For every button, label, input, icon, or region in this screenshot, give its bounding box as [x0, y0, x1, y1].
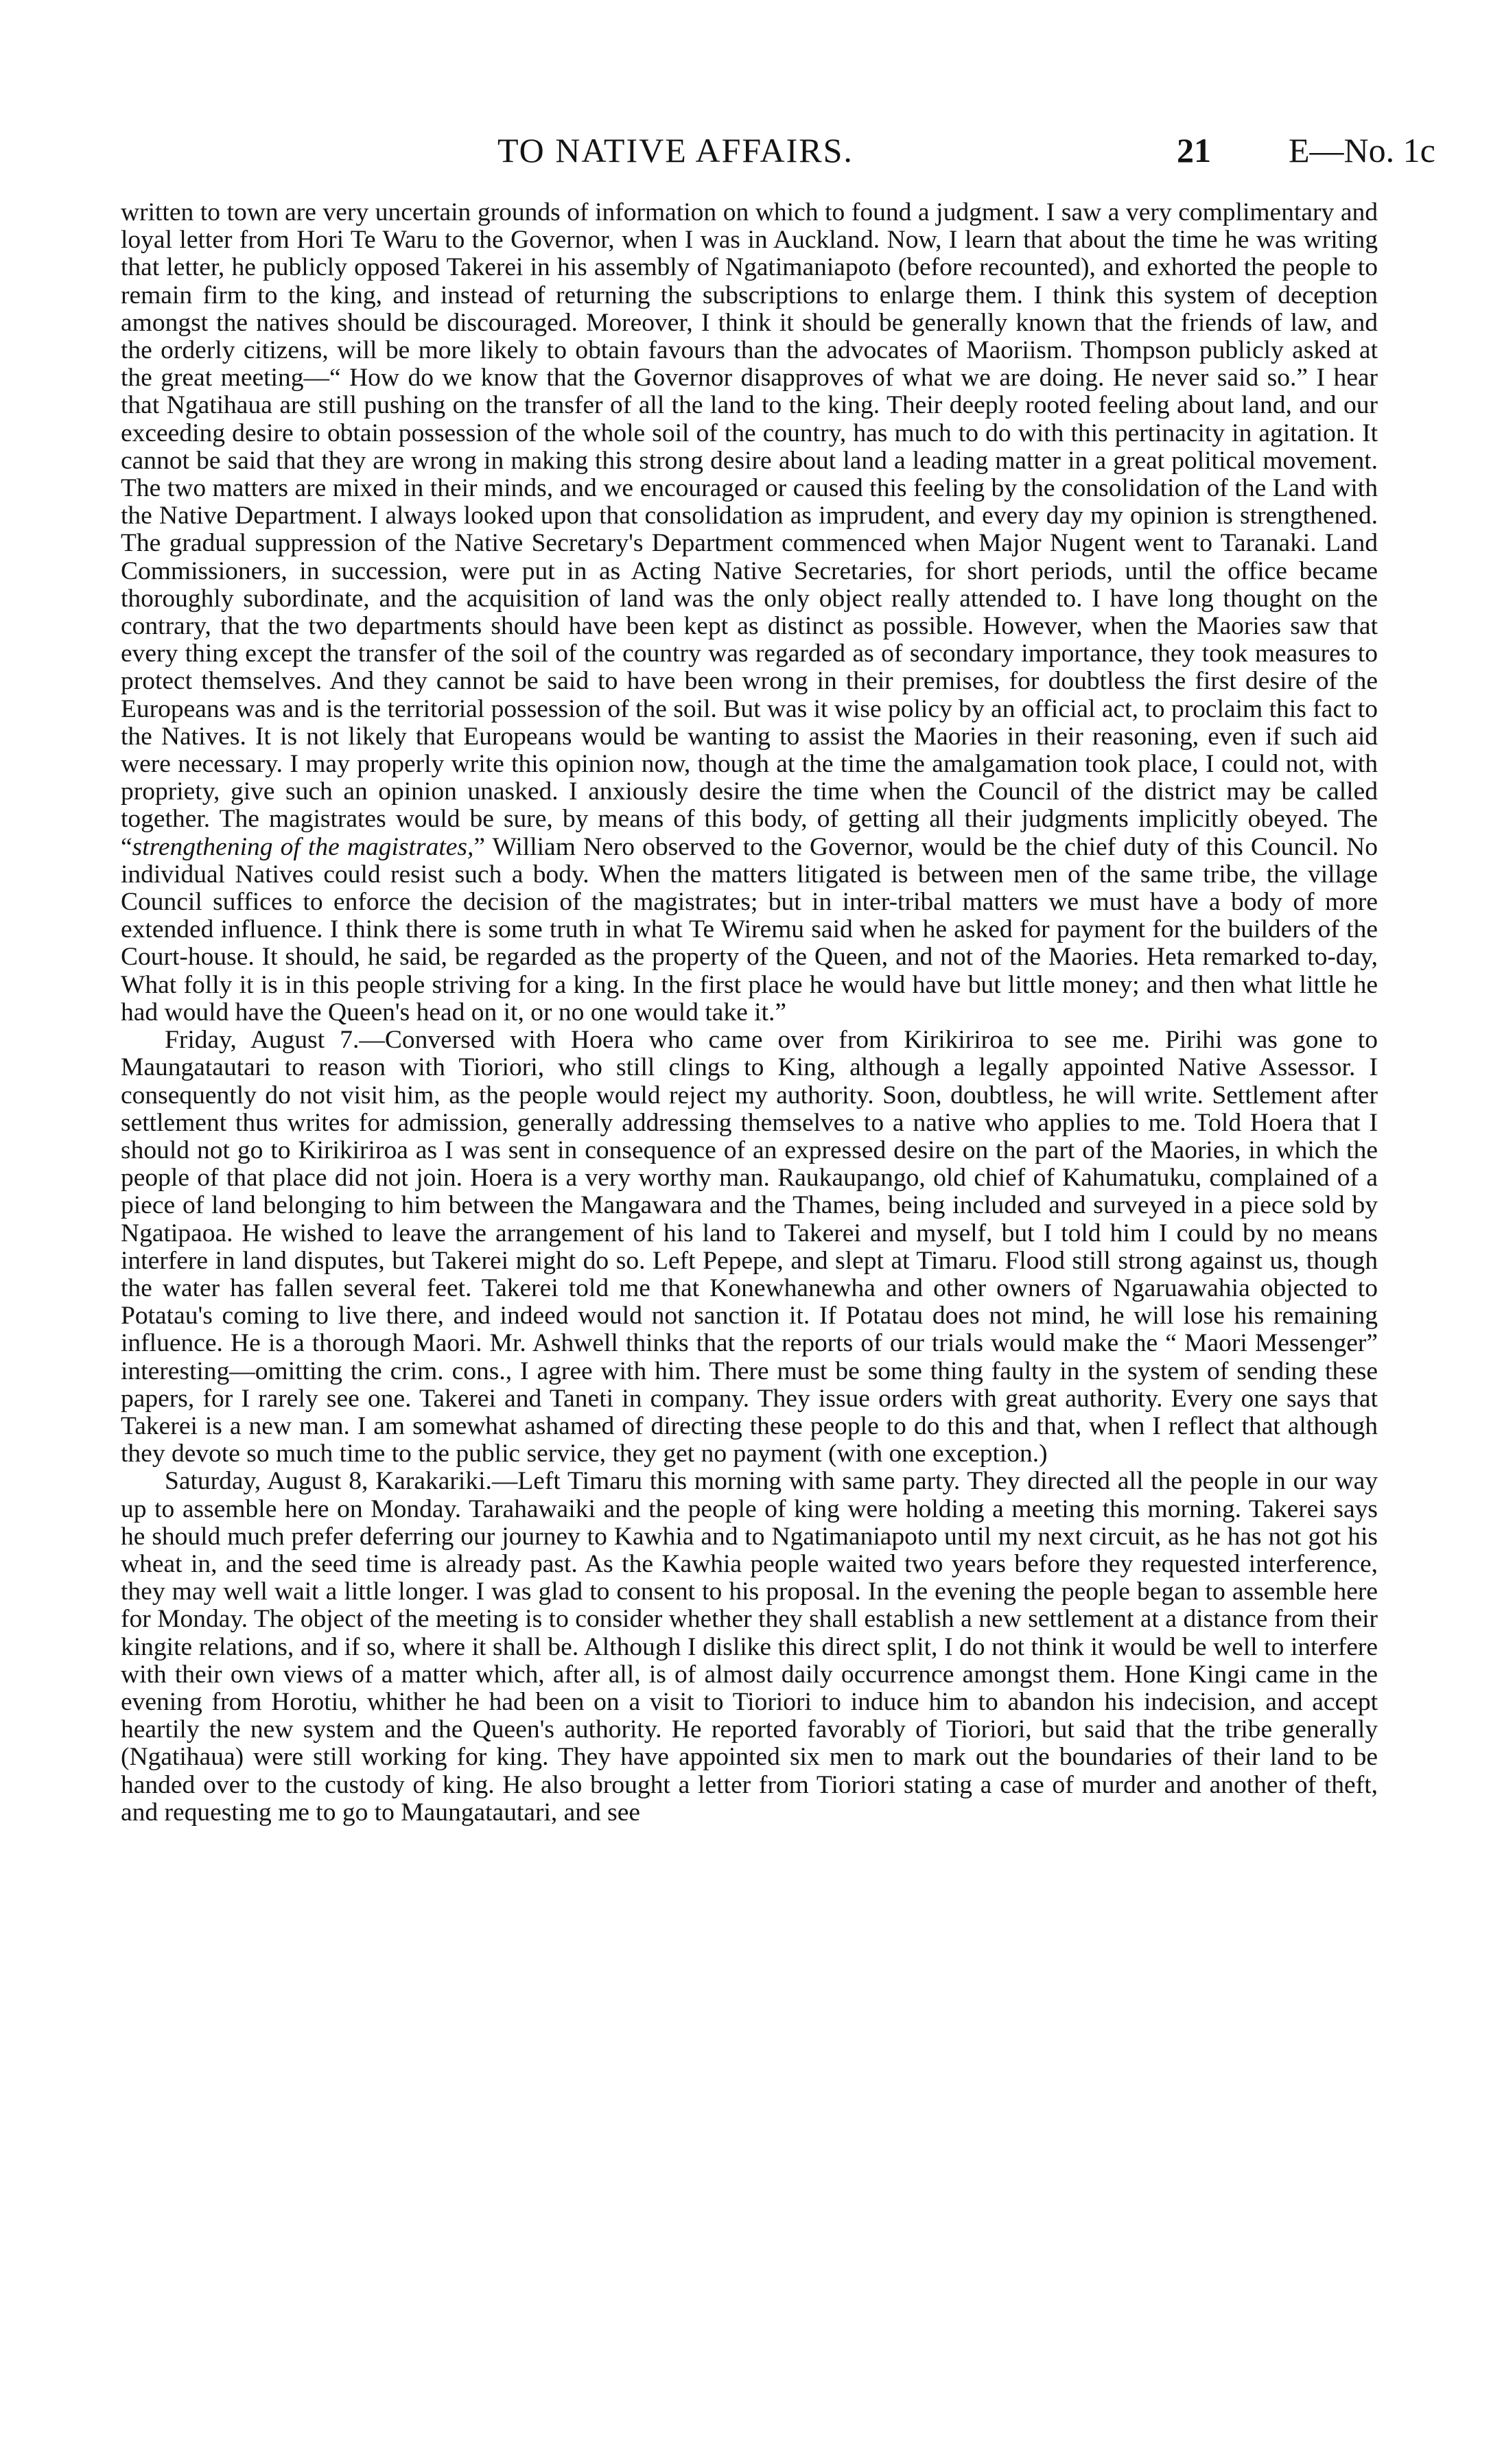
paragraph-saturday-august-8: Saturday, August 8, Karakariki.—Left Timaru this morning with same party. They directed all the people in our way up to assemble here on Monday. Tarahawaiki and the people of king were holding a meeting this morning. Takerei says he should much prefer deferring our journey to Kawhia and to Ngatimaniapoto until my next circuit, as he has not got his wheat in, and the seed time is already past. As the Kawhia people waited two years before they requested interference, they may well wait a little longer. I was glad to consent to his proposal. In the evening the people began to assemble here for Monday. The object of the meeting is to consider whether they shall establish a new settlement at a distance from their kingite relations, and if so, where it shall be. Although I dislike this direct split, I do not think it would be well to interfere with their own views of a matter which, after all, is of almost daily occurrence amongst them. Hone Kingi came in the evening from Horotiu, whither he had been on a visit to Tioriori to induce him to abandon his indecision, and accept heartily the new system and the Queen's authority. He reported favorably of Tioriori, but said that the tribe generally (Ngatihaua) were still working for king. They have appointed six men to mark out the boundaries of their land to be handed over to the custody of king. He also brought a letter from Tioriori stating a case of murder and another of theft, and requesting me to go to Maungatautari, and see	[121, 1467, 1378, 1827]
document-reference: E—No. 1c	[1289, 131, 1435, 169]
paragraph-1-text-b: ” William Nero observed to the Governor, would be the chief duty of this Council. No individual Natives could resist such a body. When the matters litigated is between men of the same tribe, the village Council suffices to enforce the decision of the magistrates; but in inter-tribal matters we must have a body of more extended influence. I think there is some truth in what Te Wiremu said when he asked for payment for the builders of the Court-house. It should, he said, be regarded as the property of the Queen, and not of the Maories. Heta remarked to-day, What folly it is in this people striving for a king. In the first place he would have but little money; and then what little he had would have the Queen's head on it, or no one would take it.”	[121, 832, 1378, 1026]
paragraph-1-text-a: written to town are very uncertain grounds of information on which to found a judgment. I saw a very complimentary and loyal letter from Hori Te Waru to the Governor, when I was in Auckland. Now, I learn that about the time he was writing that letter, he publicly opposed Takerei in his assembly of Ngatimaniapoto (before recounted), and exhorted the people to remain firm to the king, and instead of returning the subscriptions to enlarge them. I think this system of deception amongst the natives should be discouraged. Moreover, I think it should be generally known that the friends of law, and the orderly citizens, will be more likely to obtain favours than the advocates of Maoriism. Thompson publicly asked at the great meeting—“ How do we know that the Governor disapproves of what we are doing. He never said so.” I hear that Ngatihaua are still pushing on the transfer of all the land to the king. Their deeply rooted feeling about land, and our exceeding desire to obtain possession of the whole soil of the country, has much to do with this pertinacity in agitation. It cannot be said that they are wrong in making this strong desire about land a leading matter in a great political movement. The two matters are mixed in their minds, and we encouraged or caused this feeling by the consolidation of the Land with the Native Department. I always looked upon that consolidation as imprudent, and every day my opinion is strengthened. The gradual suppression of the Native Secretary's Department commenced when Major Nugent went to Taranaki. Land Commissioners, in succession, were put in as Acting Native Secretaries, for short periods, until the office became thoroughly subordinate, and the acquisition of land was the only object really attended to. I have long thought on the contrary, that the two departments should have been kept as distinct as possible. However, when the Maories saw that every thing except the transfer of the soil of the country was regarded as of secondary importance, they took measures to protect themselves. And they cannot be said to have been wrong in their premises, for doubtless the first desire of the Europeans was and is the territorial possession of the soil. But was it wise policy by an official act, to proclaim this fact to the Natives. It is not likely that Europeans would be wanting to assist the Maories in their reasoning, even if such aid were necessary. I may properly write this opinion now, though at the time the amalgamation took place, I could not, with propriety, give such an opinion unasked. I anxiously desire the time when the Council of the district may be called together. The magistrates would be sure, by means of this body, of getting all their judgments implicitly obeyed. The “	[121, 198, 1378, 861]
body-text	[121, 199, 1378, 1827]
running-title: TO NATIVE AFFAIRS.	[497, 131, 854, 169]
paragraph-friday-august-7: Friday, August 7.—Conversed with Hoera who came over from Kirikiriroa to see me. Pirihi was gone to Maungatautari to reason with Tioriori, who still clings to King, although a legally appointed Native Assessor. I consequently do not visit him, as the people would reject my authority. Soon, doubtless, he will write. Settlement after settlement thus writes for admission, generally addressing themselves to a native who applies to me. Told Hoera that I should not go to Kirikiriroa as I was sent in consequence of an expressed desire on the part of the Maories, in which the people of that place did not join. Hoera is a very worthy man. Raukaupango, old chief of Kahumatuku, complained of a piece of land belonging to him between the Mangawara and the Thames, being included and surveyed in a piece sold by Ngatipaoa. He wished to leave the arrangement of his land to Takerei and myself, but I told him I could by no means interfere in land disputes, but Takerei might do so. Left Pepepe, and slept at Timaru. Flood still strong against us, though the water has fallen several feet. Takerei told me that Konewhanewha and other owners of Ngaruawahia objected to Potatau's coming to live there, and indeed would not sanction it. If Potatau does not mind, he will lose his remaining influence. He is a thorough Maori. Mr. Ashwell thinks that the reports of our trials would make the “ Maori Messenger” interesting—omitting the crim. cons., I agree with him. There must be some thing faulty in the system of sending these papers, for I rarely see one. Takerei and Taneti in company. They issue orders with great authority. Every one says that Takerei is a new man. I am somewhat ashamed of directing these people to do this and that, when I reflect that although they devote so much time to the public service, they get no payment (with one exception.)	[121, 1026, 1378, 1468]
paragraph-1	[121, 199, 1378, 1026]
page-header	[0, 130, 1491, 178]
page-number: 21	[1177, 131, 1211, 169]
quoted-phrase-italic: strengthening of the magistrates,	[132, 832, 474, 861]
